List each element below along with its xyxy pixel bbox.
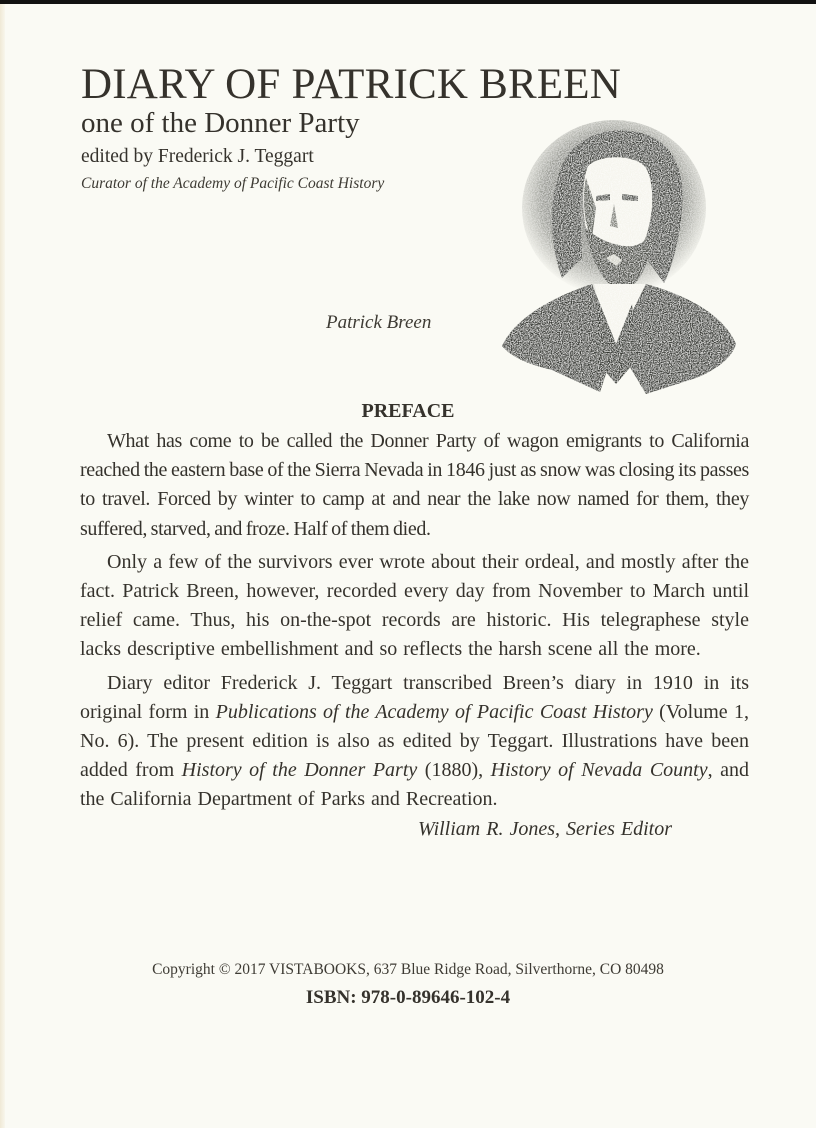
- preface-paragraph-2: Only a few of the survivors ever wrote about their ordeal, and mostly after the fact. Patrick Breen, however, recorded every day from November to March until relief came. Thus, his on-the-spot records are historic. His telegraphese style lacks descriptive embellishment and so reflects the harsh scene all the more.: [80, 550, 749, 661]
- portrait-engraving-icon: [496, 108, 746, 398]
- editor-credit: edited by Frederick J. Teggart: [81, 146, 314, 167]
- portrait-caption: Patrick Breen: [326, 312, 432, 333]
- book-subtitle: one of the Donner Party: [81, 107, 360, 139]
- source-title-nevada-county: History of Nevada County: [490, 759, 708, 782]
- isbn: ISBN: 978-0-89646-102-4: [305, 987, 511, 1008]
- source-title-donner-party: History of the Donner Party: [181, 759, 418, 782]
- book-title: DIARY OF PATRICK BREEN: [81, 61, 622, 108]
- preface-body: [80, 427, 749, 844]
- copyright-notice: Copyright © 2017 VISTABOOKS, 637 Blue Ridge Road, Silverthorne, CO 80498: [152, 961, 664, 978]
- preface-paragraph-3: [80, 669, 749, 844]
- series-editor-signature: William R. Jones, Series Editor: [418, 817, 672, 840]
- publication-title: Publications of the Academy of Pacific Coast History: [215, 700, 653, 723]
- paragraph-3-text: (1880),: [417, 759, 491, 782]
- editor-affiliation: Curator of the Academy of Pacific Coast History: [81, 175, 385, 192]
- preface-heading: PREFACE: [361, 400, 455, 422]
- preface-paragraph-1: What has come to be called the Donner Party of wagon emigrants to California reached the eastern base of the Sierra Nevada in 1846 just as snow was closing its passes to travel. Forced by winter to camp at and near the lake now named for them, they suffered, starved, and froze. Half of them died.: [80, 430, 749, 540]
- paragraph-3-text: Diary editor Frederick J. Teggart transcribed Breen’s diary in 1910 in its original form in: [80, 671, 749, 723]
- paragraph-3-text: (Volume 1, No. 6). The present edition is also as edited by Teggart. Illustrations have been added from: [80, 700, 749, 782]
- paragraph-3-text: , and the California Department of Parks and Recreation.: [80, 759, 749, 811]
